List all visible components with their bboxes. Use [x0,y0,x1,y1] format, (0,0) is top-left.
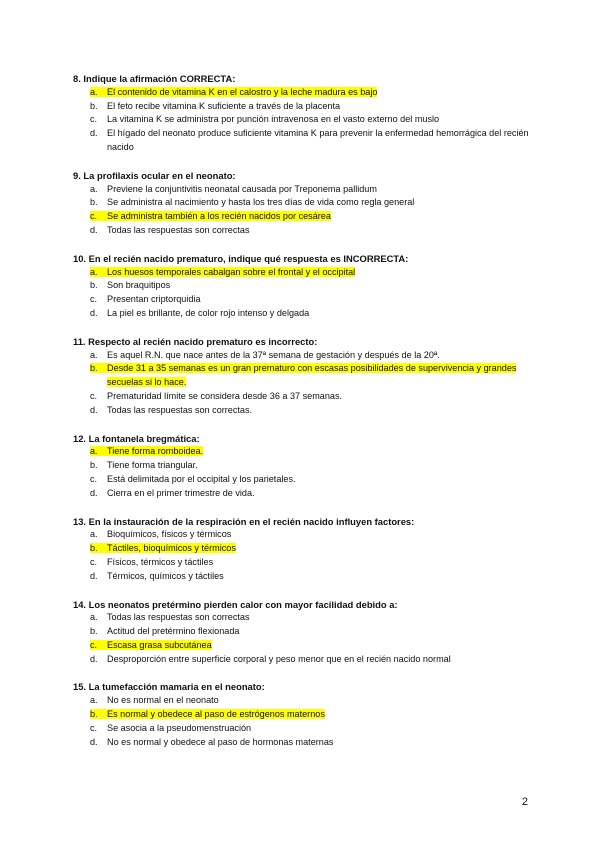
answer-option-correct [73,86,543,100]
answer-option [73,653,543,667]
option-letter: c. [90,556,98,567]
answer-options [73,445,543,500]
answer-option [73,611,543,625]
option-text-cell [107,404,543,418]
option-letter: c. [90,211,107,221]
answer-option [73,183,543,197]
option-letter-cell [73,556,107,570]
question-title: 9. La profilaxis ocular en el neonato: [73,169,236,181]
option-letter: a. [90,87,108,97]
option-letter: d. [90,487,98,498]
question-title: 8. Indique la afirmación CORRECTA: [73,73,236,84]
answer-option [73,556,543,570]
option-text-cell [107,266,543,280]
option-letter: b. [90,709,108,719]
option-letter-cell [73,736,107,750]
option-letter-cell [73,708,107,722]
answer-options [73,266,543,321]
answer-option [73,487,543,501]
highlighted-answer-text: Los huesos temporales cabalgan sobre el frontal y el occipital [107,266,356,277]
option-letter: b. [90,460,98,471]
question-title: 13. En la instauración de la respiración en el recién nacido influyen factores: [73,515,415,527]
option-letter-cell [73,307,107,321]
option-letter: a. [90,349,98,360]
answer-options [73,86,543,155]
option-text: Previene la conjuntivitis neonatal causada por Treponema pallidum [107,183,377,194]
option-text: Se asocia a la pseudomenstruación [107,722,252,733]
answer-option [73,127,543,155]
option-letter: d. [90,224,98,235]
option-text: La vitamina K se administra por punción intravenosa en el vasto externo del muslo [107,114,440,125]
option-letter: a. [90,529,98,540]
option-letter-cell [73,445,107,459]
answer-option [73,224,543,238]
question-title: 12. La fontanela bregmática: [73,432,200,444]
option-text: Desproporción entre superficie corporal y peso menor que en el recién nacido normal [107,653,451,664]
option-text-cell [107,570,543,584]
answer-option-correct [73,445,543,459]
option-letter-cell [73,127,107,141]
option-text: Son braquitipos [107,280,171,291]
option-letter-cell [73,113,107,127]
answer-option [73,570,543,584]
option-letter-cell [73,625,107,639]
option-letter: c. [90,294,98,305]
question-title: 10. En el recién nacido prematuro, indique qué respuesta es INCORRECTA: [73,252,409,264]
option-text-cell [107,86,543,100]
answer-option-correct [73,362,543,390]
question-title: 14. Los neonatos pretérmino pierden calor con mayor facilidad debido a: [73,598,398,610]
option-text-cell [107,487,543,501]
question-block [73,72,543,155]
option-letter: b. [90,197,98,208]
option-letter: b. [90,543,108,553]
option-letter-cell [73,362,107,376]
option-text: Prematuridad límite se considera desde 36 a 37 semanas. [107,390,343,401]
option-text: Todas las respuestas son correctas. [107,404,253,415]
question-block [73,432,543,501]
option-text: No es normal en el neonato [107,695,219,706]
option-text: Todas las respuestas son correctas [107,224,250,235]
option-text-cell [107,625,543,639]
answer-option [73,722,543,736]
option-text-cell [107,611,543,625]
option-text-cell [107,183,543,197]
option-text-cell [107,445,543,459]
option-text: Se administra al nacimiento y hasta los tres días de vida como regla general [107,197,415,208]
answer-option-correct [73,210,543,224]
answer-options [73,183,543,238]
option-letter-cell [73,653,107,667]
option-text-cell [107,113,543,127]
option-text-cell [107,708,543,722]
answer-option [73,625,543,639]
option-letter: c. [90,114,98,125]
option-text-cell [107,127,543,155]
option-letter-cell [73,542,107,556]
question-block [73,598,543,667]
option-text: El hígado del neonato produce suficiente vitamina K para prevenir la enfermedad hemorrágica del recién nacido [107,128,529,152]
question-title: 15. La tumefacción mamaria en el neonato: [73,681,265,693]
option-text: Todas las respuestas son correctas [107,612,250,623]
option-text-cell [107,293,543,307]
option-letter-cell [73,694,107,708]
option-letter-cell [73,487,107,501]
answer-option-correct [73,266,543,280]
answer-option [73,459,543,473]
question-title: 11. Respecto al recién nacido prematuro es incorrecto: [73,335,318,347]
option-text-cell [107,556,543,570]
answer-option [73,293,543,307]
option-letter: d. [90,307,98,318]
answer-option [73,736,543,750]
option-letter-cell [73,86,107,100]
option-text: Cierra en el primer trimestre de vida. [107,487,255,498]
option-letter: d. [90,736,98,747]
option-text-cell [107,694,543,708]
question-block [73,252,543,321]
answer-option [73,404,543,418]
answer-option [73,694,543,708]
option-text: La piel es brillante, de color rojo intenso y delgada [107,307,310,318]
option-text-cell [107,736,543,750]
option-letter: b. [90,100,98,111]
option-letter: a. [90,612,98,623]
answer-option [73,473,543,487]
highlighted-answer-text: Desde 31 a 35 semanas es un gran prematuro con escasas posibilidades de supervivencia y grandes secuelas si lo hace. [107,363,517,388]
question-list [73,72,543,763]
highlighted-answer-text: Se administra también a los recién nacidos por cesárea [107,211,331,222]
option-text-cell [107,196,543,210]
option-letter: a. [90,267,108,277]
answer-option [73,307,543,321]
option-text-cell [107,390,543,404]
highlighted-answer-text: El contenido de vitamina K en el calostro y la leche madura es bajo [107,86,378,97]
option-letter: c. [90,640,107,650]
option-letter: d. [90,404,98,415]
answer-options [73,349,543,418]
option-letter-cell [73,611,107,625]
answer-options [73,611,543,666]
option-letter-cell [73,459,107,473]
answer-option [73,349,543,363]
option-letter-cell [73,100,107,114]
option-text: Actitud del pretérmino flexionada [107,626,240,637]
option-text: No es normal y obedece al paso de hormonas maternas [107,736,334,747]
option-text: El feto recibe vitamina K suficiente a través de la placenta [107,100,341,111]
option-letter-cell [73,528,107,542]
option-text-cell [107,279,543,293]
option-letter: b. [90,280,98,291]
question-block [73,169,543,238]
highlighted-answer-text: Escasa grasa subcutánea [107,639,212,650]
option-letter-cell [73,224,107,238]
option-letter: a. [90,183,98,194]
highlighted-answer-text: Es normal y obedece al paso de estrógenos maternos [107,709,325,720]
option-letter-cell [73,183,107,197]
option-letter: c. [90,390,98,401]
answer-option [73,390,543,404]
answer-option [73,196,543,210]
question-block [73,680,543,749]
option-letter: a. [90,446,108,456]
option-letter: a. [90,695,98,706]
option-text: Presentan criptorquidia [107,294,201,305]
answer-option-correct [73,708,543,722]
option-text: Es aquel R.N. que nace antes de la 37ª semana de gestación y después de la 20ª. [107,349,440,360]
option-letter-cell [73,390,107,404]
option-letter: b. [90,626,98,637]
option-text-cell [107,307,543,321]
option-text-cell [107,210,543,224]
option-text-cell [107,459,543,473]
option-letter-cell [73,349,107,363]
option-letter-cell [73,639,107,653]
option-text-cell [107,100,543,114]
answer-options [73,694,543,749]
answer-option [73,113,543,127]
option-text-cell [107,542,543,556]
option-text: Está delimitada por el occipital y los parietales. [107,473,296,484]
option-text-cell [107,653,543,667]
highlighted-answer-text: Táctiles, bioquímicos y térmicos [107,543,236,554]
answer-option [73,528,543,542]
answer-options [73,528,543,583]
option-text-cell [107,528,543,542]
question-block [73,335,543,418]
option-letter: b. [90,363,108,373]
option-letter-cell [73,279,107,293]
option-letter-cell [73,570,107,584]
option-text-cell [107,473,543,487]
option-letter-cell [73,210,107,224]
option-letter-cell [73,293,107,307]
option-letter-cell [73,722,107,736]
answer-option-correct [73,639,543,653]
question-block [73,515,543,584]
option-letter: c. [90,473,98,484]
option-text: Físicos, térmicos y táctiles [107,556,214,567]
page-number: 2 [521,796,528,808]
option-letter-cell [73,473,107,487]
option-letter-cell [73,266,107,280]
answer-option-correct [73,542,543,556]
option-text: Térmicos, químicos y táctiles [107,570,224,581]
option-letter: c. [90,722,98,733]
option-text-cell [107,349,543,363]
option-letter: d. [90,653,98,664]
option-text: Tiene forma triangular. [107,460,198,471]
option-text-cell [107,224,543,238]
option-letter-cell [73,196,107,210]
option-letter: d. [90,570,98,581]
option-letter-cell [73,404,107,418]
option-letter: d. [90,128,98,139]
answer-option [73,279,543,293]
option-text-cell [107,639,543,653]
highlighted-answer-text: Tiene forma romboidea. [107,446,204,457]
answer-option [73,100,543,114]
option-text-cell [107,722,543,736]
option-text-cell [107,362,543,390]
option-text: Bioquímicos, físicos y térmicos [107,529,232,540]
